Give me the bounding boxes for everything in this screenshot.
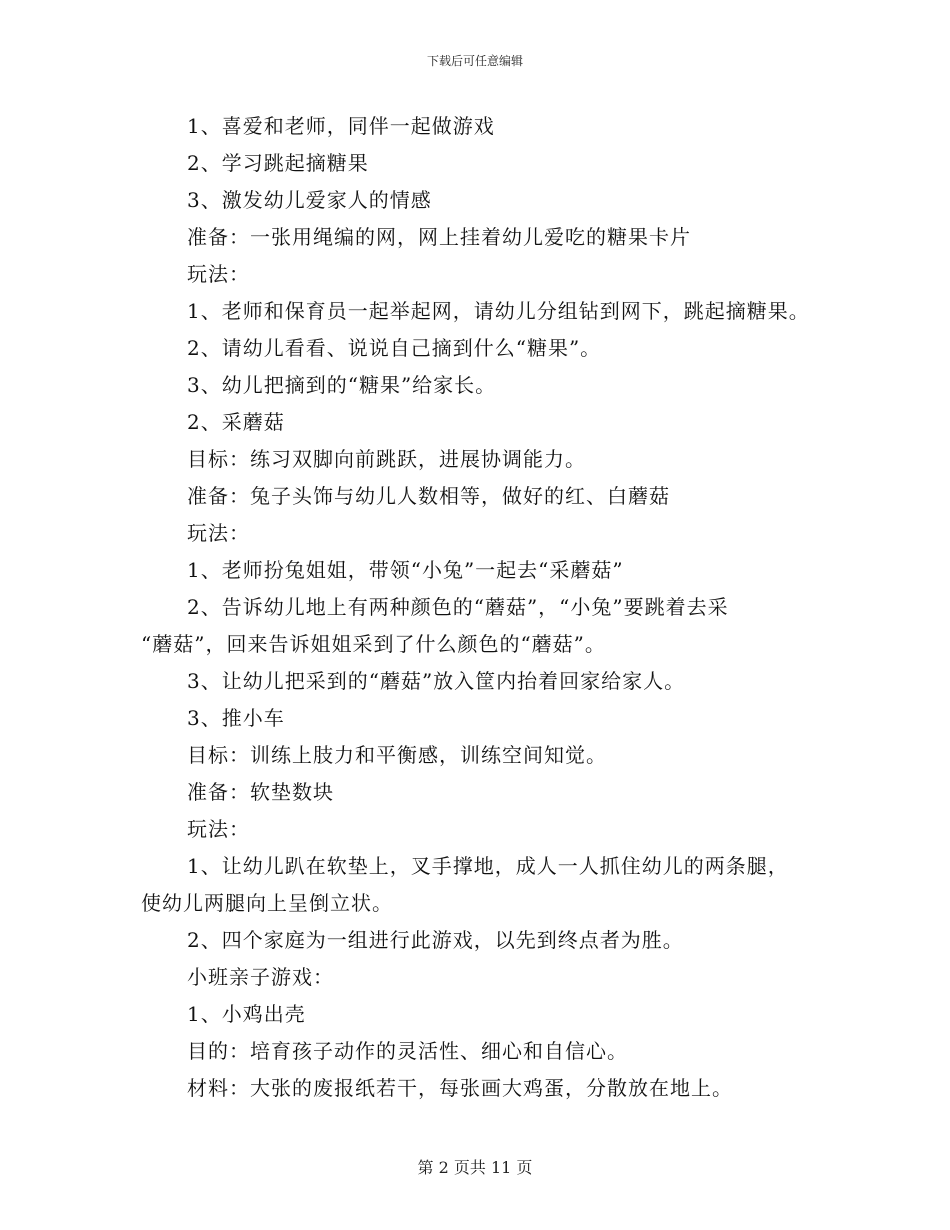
paragraph-line: 准备：软垫数块 xyxy=(187,780,334,804)
section-heading: 小班亲子游戏： xyxy=(187,965,334,989)
page-footer: 第 2 页共 11 页 xyxy=(417,1158,533,1177)
paragraph-line: 3、让幼儿把采到的“蘑菇”放入筐内抬着回家给家人。 xyxy=(187,669,686,693)
paragraph-line: 2、告诉幼儿地上有两种颜色的“蘑菇”，“小兔”要跳着去采 xyxy=(187,595,729,619)
paragraph-line: “蘑菇”，回来告诉姐姐采到了什么颜色的“蘑菇”。 xyxy=(141,632,606,656)
paragraph-line: 准备：兔子头饰与幼儿人数相等，做好的红、白蘑菇 xyxy=(187,484,670,508)
paragraph-line: 目标：练习双脚向前跳跃，进展协调能力。 xyxy=(187,447,586,471)
paragraph-line: 准备：一张用绳编的网，网上挂着幼儿爱吃的糖果卡片 xyxy=(187,225,691,249)
paragraph-line: 玩法： xyxy=(187,262,250,286)
section-heading: 2、采蘑菇 xyxy=(187,410,285,434)
document-body xyxy=(141,108,831,1107)
paragraph-line: 2、四个家庭为一组进行此游戏，以先到终点者为胜。 xyxy=(187,928,684,952)
paragraph-line: 材料：大张的废报纸若干，每张画大鸡蛋，分散放在地上。 xyxy=(187,1076,733,1100)
paragraph-line: 1、让幼儿趴在软垫上，叉手撑地，成人一人抓住幼儿的两条腿， xyxy=(187,854,789,878)
section-heading: 1、小鸡出壳 xyxy=(187,1002,306,1026)
section-heading: 3、推小车 xyxy=(187,706,285,730)
paragraph-line: 2、学习跳起摘糖果 xyxy=(187,151,369,175)
paragraph-line: 1、喜爱和老师，同伴一起做游戏 xyxy=(187,114,495,138)
paragraph-line: 1、老师和保育员一起举起网，请幼儿分组钻到网下，跳起摘糖果。 xyxy=(187,299,810,323)
paragraph-line: 玩法： xyxy=(187,817,250,841)
page-header: 下载后可任意编辑 xyxy=(426,54,523,68)
paragraph-line: 目的：培育孩子动作的灵活性、细心和自信心。 xyxy=(187,1039,628,1063)
paragraph-line: 1、老师扮兔姐姐，带领“小兔”一起去“采蘑菇” xyxy=(187,558,624,582)
paragraph-line: 2、请幼儿看看、说说自己摘到什么“糖果”。 xyxy=(187,336,602,360)
paragraph-line: 使幼儿两腿向上呈倒立状。 xyxy=(141,891,393,915)
paragraph-line: 3、幼儿把摘到的“糖果”给家长。 xyxy=(187,373,497,397)
paragraph-line: 玩法： xyxy=(187,521,250,545)
paragraph-line: 3、激发幼儿爱家人的情感 xyxy=(187,188,432,212)
paragraph-line: 目标：训练上肢力和平衡感，训练空间知觉。 xyxy=(187,743,607,767)
